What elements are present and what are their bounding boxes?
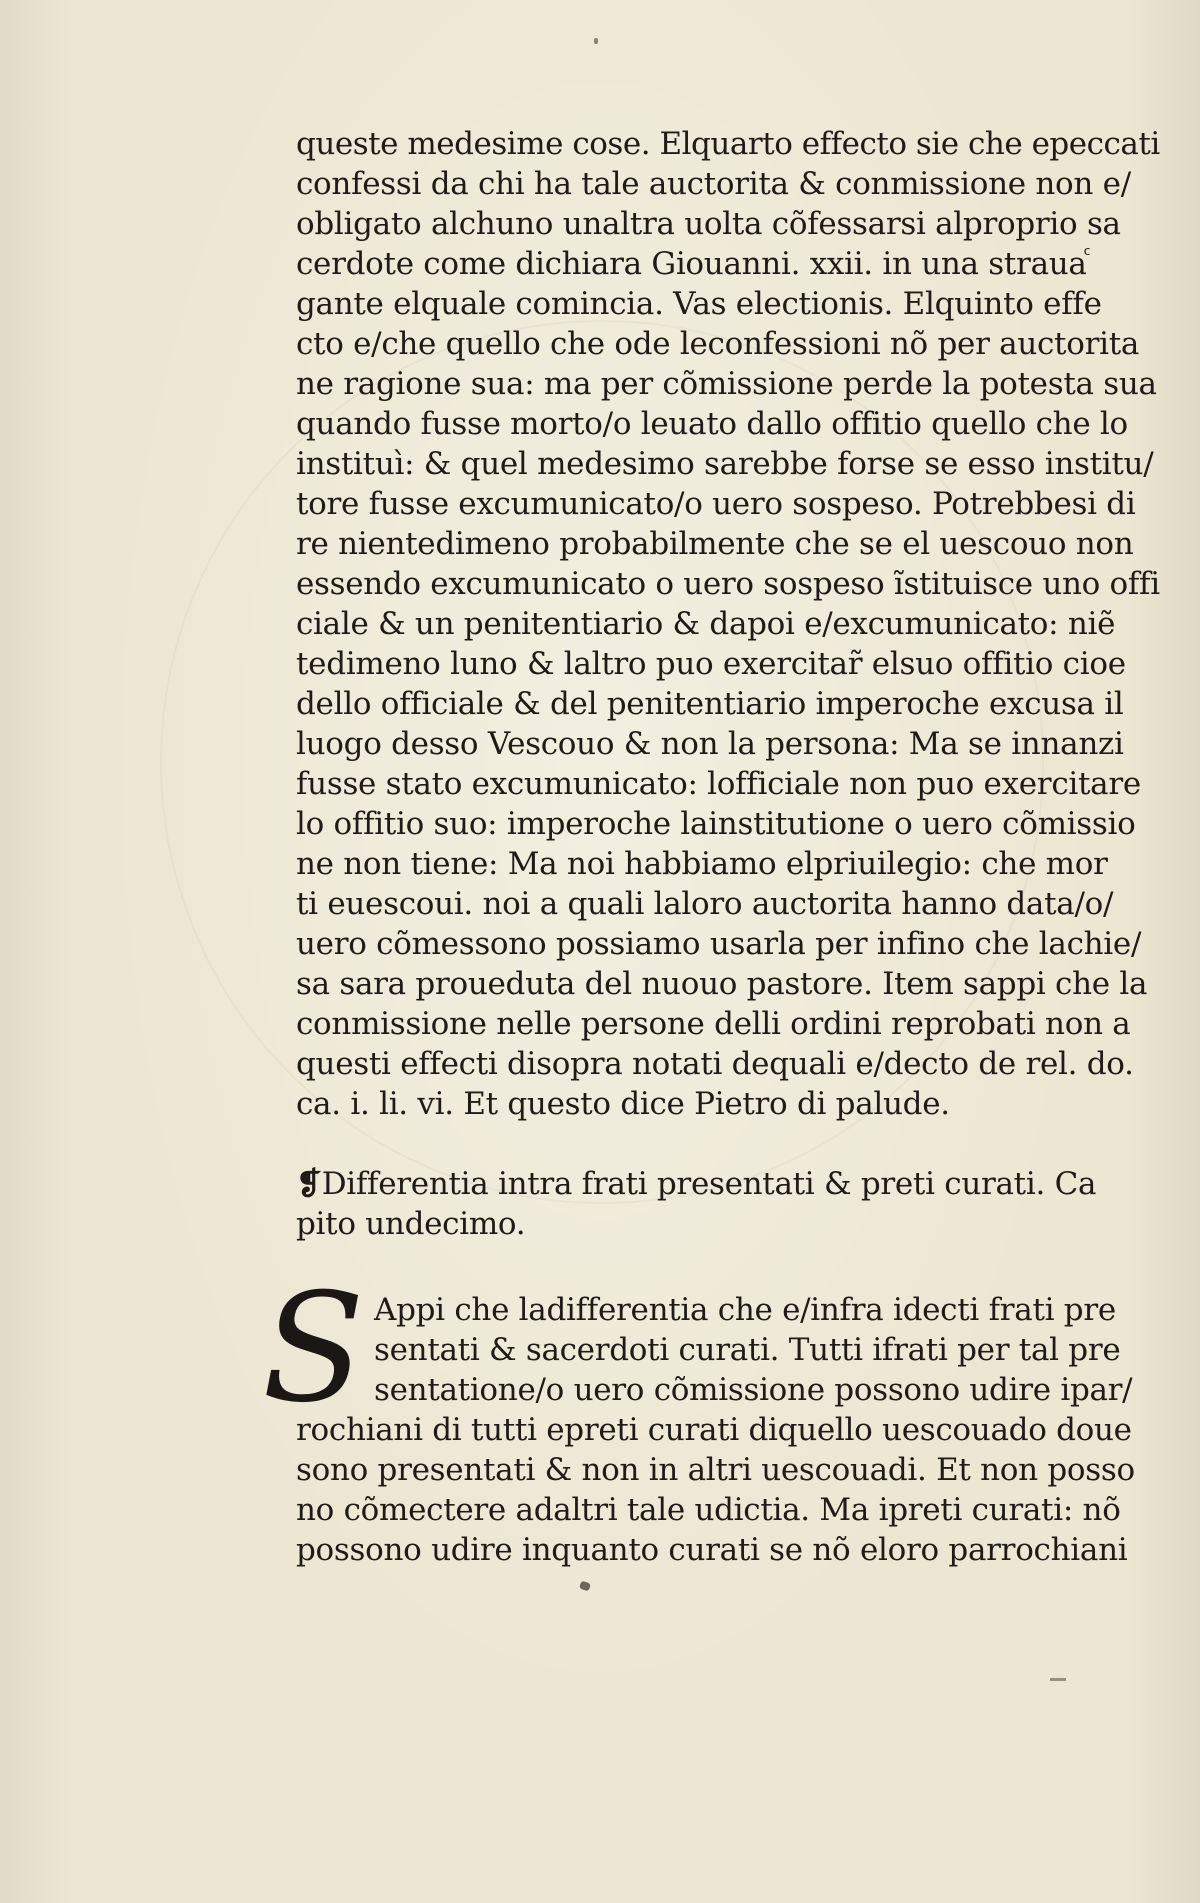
- heading-text: Differentia intra frati presentati & preti curati. Ca: [321, 1166, 1097, 1202]
- text-line: possono udire inquanto curati se nõ eloro parrochiani: [296, 1532, 1128, 1568]
- pilcrow-mark: ❡: [296, 1166, 322, 1202]
- text-line: luogo desso Vescouo & non la persona: Ma se innanzi: [296, 726, 1124, 762]
- text-line: gante elquale comincia. Vas electionis. Elquinto effe: [296, 286, 1102, 322]
- text-line: dello officiale & del penitentiario imperoche excusa il: [296, 686, 1124, 722]
- text-line: rochiani di tutti epreti curati diquello uescouado doue: [296, 1412, 1132, 1448]
- text-line: cto e/che quello che ode leconfessioni nõ per auctorita: [296, 326, 1140, 362]
- text-line: sentati & sacerdoti curati. Tutti ifrati per tal pre: [374, 1332, 1121, 1368]
- ink-speck: [579, 1581, 591, 1592]
- text-line: re nientedimeno probabilmente che se el uescouo non: [296, 526, 1134, 562]
- text-line: sentatione/o uero cõmissione possono udire ipar/: [374, 1372, 1133, 1408]
- text-line: queste medesime cose. Elquarto effecto sie che epeccati: [296, 126, 1160, 162]
- paper-speck: [1050, 1678, 1066, 1681]
- text-line: obligato alchuno unaltra uolta cõfessarsi alproprio sa: [296, 206, 1121, 242]
- text-line: conmissione nelle persone delli ordini reprobati non a: [296, 1006, 1131, 1042]
- text-line: fusse stato excumunicato: lofficiale non puo exercitare: [296, 766, 1141, 802]
- text-line: ti euescoui. noi a quali laloro auctorita hanno data/o/: [296, 886, 1114, 922]
- text-line: confessi da chi ha tale auctorita & conmissione non e/: [296, 166, 1131, 202]
- text-line: essendo excumunicato o uero sospeso ĩstituisce uno offi: [296, 566, 1160, 602]
- text-line: questi effecti disopra notati dequali e/decto de rel. do.: [296, 1046, 1134, 1082]
- chapter-paragraph: [262, 1262, 1142, 1570]
- text-line: cerdote come dichiara Giouanni. xxii. in una strauaⷭ: [296, 246, 1087, 282]
- text-line: ciale & un penitentiario & dapoi e/excumunicato: niẽ: [296, 606, 1116, 642]
- text-line: sa sara proueduta del nuouo pastore. Item sappi che la: [296, 966, 1148, 1002]
- text-line: instituì: & quel medesimo sarebbe forse se esso institu/: [296, 446, 1154, 482]
- text-line: uero cõmessono possiamo usarla per infino che lachie/: [296, 926, 1142, 962]
- text-line: Appi che ladifferentia che e/infra idecti frati pre: [374, 1292, 1116, 1328]
- text-line: ne non tiene: Ma noi habbiamo elpriuilegio: che mor: [296, 846, 1108, 882]
- text-line: no cõmectere adaltri tale udictia. Ma ipreti curati: nõ: [296, 1492, 1121, 1528]
- text-line: lo offitio suo: imperoche lainstitutione o uero cõmissio: [296, 806, 1136, 842]
- heading-line: [296, 1164, 1136, 1204]
- text-line: ca. i. li. vi. Et questo dice Pietro di palude.: [296, 1086, 950, 1122]
- chapter-heading: [296, 1164, 1136, 1244]
- text-line: sono presentati & non in altri uescouadi. Et non posso: [296, 1452, 1135, 1488]
- heading-line: pito undecimo.: [296, 1206, 526, 1242]
- main-text: [296, 124, 1160, 1244]
- drop-cap-initial: S: [262, 1262, 365, 1436]
- paper-speck: [594, 38, 598, 44]
- text-line: tore fusse excumunicato/o uero sospeso. Potrebbesi di: [296, 486, 1136, 522]
- text-line: tedimeno luno & laltro puo exercitar̃ elsuo offitio cioe: [296, 646, 1126, 682]
- text-line: ne ragione sua: ma per cõmissione perde la potesta sua: [296, 366, 1157, 402]
- text-line: quando fusse morto/o leuato dallo offitio quello che lo: [296, 406, 1128, 442]
